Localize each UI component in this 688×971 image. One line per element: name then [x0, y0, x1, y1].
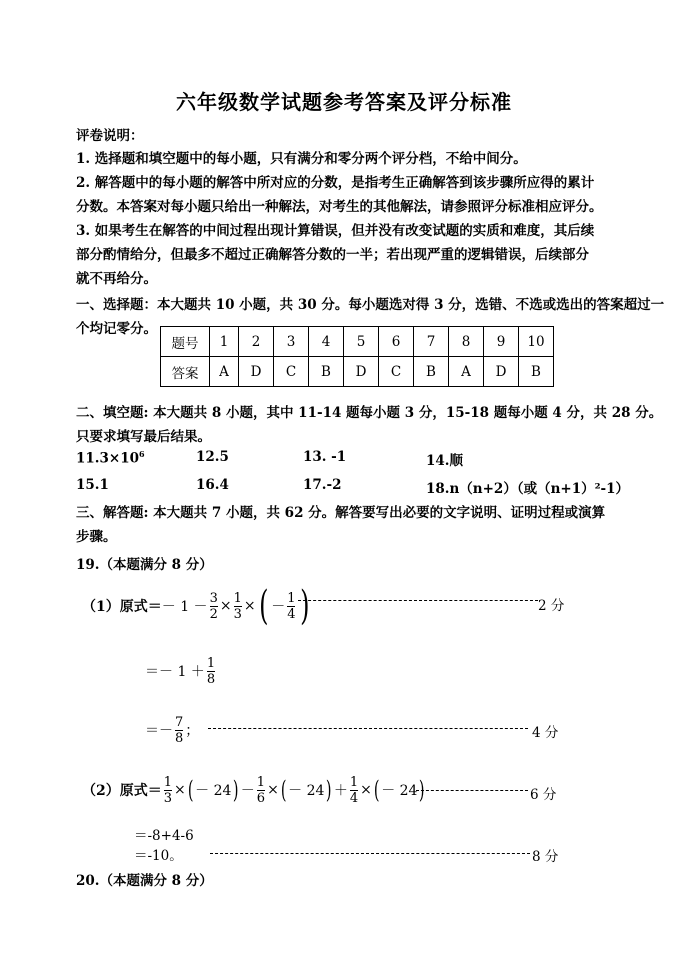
question-19-heading: 19.（本题满分 8 分） [76, 557, 213, 573]
section2-line1: 二、填空题: 本大题共 8 小题，其中 11-14 题每小题 3 分，15-18 题每小题 4 分，共 28 分。 [76, 405, 663, 421]
table-cell: 1 [210, 327, 239, 357]
table-cell: B [414, 357, 449, 387]
table-row [161, 327, 554, 357]
score-leader-line [298, 600, 538, 601]
score-4: 4 分 [532, 725, 559, 741]
answer-12: 12.5 [196, 449, 229, 465]
note-3b: 部分酌情给分，但最多不超过正确解答分数的一半；若出现严重的逻辑错误，后续部分 [76, 247, 589, 263]
table-cell: 9 [484, 327, 519, 357]
q19-part2-line2: ＝-8+4-6 [134, 828, 194, 844]
table-cell: 答案 [161, 357, 210, 387]
question-20-heading: 20.（本题满分 8 分） [76, 873, 213, 889]
table-cell: D [344, 357, 379, 387]
answer-15: 15.1 [76, 477, 109, 493]
table-cell: C [274, 357, 309, 387]
answer-14: 14.顺 [426, 453, 463, 469]
table-cell: C [379, 357, 414, 387]
score-leader-line [208, 728, 528, 729]
score-leader-line [416, 790, 528, 791]
table-cell: 题号 [161, 327, 210, 357]
table-cell: A [449, 357, 484, 387]
table-cell: D [239, 357, 274, 387]
q19-part2-line3: ＝-10。 [134, 848, 183, 864]
score-6: 6 分 [530, 787, 557, 803]
section1-line2: 个均记零分。 [76, 321, 157, 337]
score-2: 2 分 [538, 598, 565, 614]
answer-17: 17.-2 [303, 477, 342, 493]
note-3a: 3. 如果考生在解答的中间过程出现计算错误，但并没有改变试题的实质和难度，其后续 [76, 223, 595, 239]
q19-part1-line2: ＝－ 1 ＋ $\frac{1}{8}$ [145, 655, 216, 687]
note-2b: 分数。本答案对每小题只给出一种解法，对考生的其他解法，请参照评分标准相应评分。 [76, 199, 603, 215]
table-row [161, 357, 554, 387]
q19-part1-line1: （1）原式＝ － 1 － $\frac{3}{2}$ × $\frac{1}{3}$ × ( － $\frac{1}{4}$ ) [82, 583, 310, 629]
note-2a: 2. 解答题中的每小题的解答中所对应的分数，是指考生正确解答到该步骤所应得的累计 [76, 175, 595, 191]
section1-line1: 一、选择题：本大题共 10 小题，共 30 分。每小题选对得 3 分，选错、不选或选出的答案超过一 [76, 297, 665, 313]
table-cell: 5 [344, 327, 379, 357]
section3-line1: 三、解答题: 本大题共 7 小题，共 62 分。解答要写出必要的文字说明、证明过程或演算 [76, 505, 606, 521]
q19-part1-line3: ＝－ $\frac{7}{8}$ ； [145, 714, 200, 746]
note-3c: 就不再给分。 [76, 271, 157, 287]
score-8: 8 分 [532, 849, 559, 865]
table-cell: B [519, 357, 554, 387]
answer-11: $11.3\times 10^6$ [76, 449, 145, 467]
table-cell: 2 [239, 327, 274, 357]
table-cell: 6 [379, 327, 414, 357]
table-cell: D [484, 357, 519, 387]
section3-line2: 步骤。 [76, 529, 117, 545]
answer-13: 13. -1 [303, 449, 347, 465]
table-cell: 3 [274, 327, 309, 357]
q19-part2-line1: （2）原式＝ $\frac{1}{3}$ × ( － 24 ) － $\frac{1}{6}$ × ( － 24 ) ＋ $\frac{1}{4}$ × ( － 24 ) [82, 774, 425, 806]
note-1: 1. 选择题和填空题中的每小题，只有满分和零分两个评分档，不给中间分。 [76, 151, 527, 167]
table-cell: B [309, 357, 344, 387]
table-cell: A [210, 357, 239, 387]
table-cell: 4 [309, 327, 344, 357]
table-cell: 10 [519, 327, 554, 357]
answer-table [160, 326, 554, 387]
notes-heading: 评卷说明： [76, 128, 144, 144]
table-cell: 7 [414, 327, 449, 357]
answer-18: 18.n（n+2）（或（n+1）²-1） [426, 481, 630, 497]
table-cell: 8 [449, 327, 484, 357]
score-leader-line [210, 853, 530, 854]
section2-line2: 只要求填写最后结果。 [76, 429, 211, 445]
answer-16: 16.4 [196, 477, 229, 493]
page-title: 六年级数学试题参考答案及评分标准 [176, 90, 512, 114]
